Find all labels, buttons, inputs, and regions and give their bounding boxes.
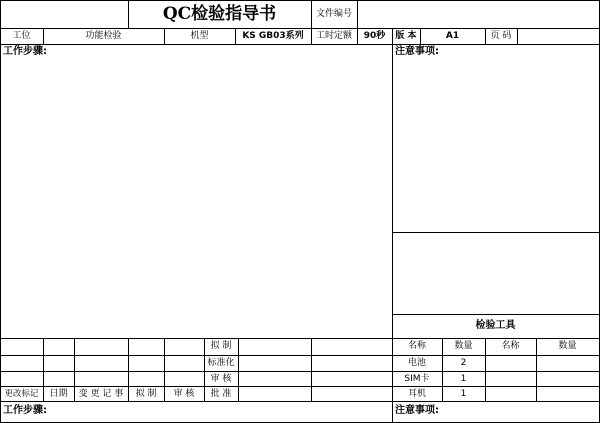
- tool-qty: 2: [460, 358, 467, 368]
- line: [357, 0, 358, 28]
- line: [0, 355, 600, 356]
- tool-name: 耳机: [407, 389, 426, 399]
- time-label: 工时定额: [315, 31, 352, 41]
- tools-header-qty-2: 数量: [558, 341, 577, 351]
- revision-date-header: 日期: [49, 389, 68, 399]
- revision-review-header: 审 核: [173, 389, 195, 399]
- tool-name: SIM卡: [404, 374, 430, 384]
- tools-header-qty-1: 数量: [454, 341, 473, 351]
- footer-notes-label: 注意事项:: [395, 405, 439, 416]
- line: [0, 0, 1, 423]
- line: [0, 44, 600, 45]
- line: [0, 28, 600, 29]
- version-label: 版 本: [395, 31, 417, 41]
- review-label: 审 核: [210, 374, 232, 384]
- approve-label: 批 准: [210, 389, 232, 399]
- footer-steps-label: 工作步骤:: [3, 405, 47, 416]
- doc-no-label: 文件编号: [315, 9, 352, 19]
- time-value: 90秒: [363, 31, 386, 41]
- page-label: 页 码: [490, 31, 512, 41]
- line: [0, 401, 600, 402]
- station-value: 功能检验: [85, 31, 122, 41]
- model-label: 机型: [190, 31, 209, 41]
- line: [392, 232, 599, 233]
- line: [392, 401, 393, 423]
- tools-title: 检验工具: [475, 320, 516, 331]
- model-value: KS GB03系列: [242, 31, 304, 41]
- line: [0, 338, 600, 339]
- line: [0, 386, 600, 387]
- page-title: QC检验指导书: [162, 4, 277, 24]
- station-label: 工位: [12, 31, 31, 41]
- line: [311, 338, 312, 401]
- revision-mark-header: 更改标记: [4, 389, 39, 399]
- tools-header-name-2: 名称: [501, 341, 520, 351]
- draft-label: 拟 制: [210, 341, 232, 351]
- revision-draft-header: 拟 制: [135, 389, 157, 399]
- notes-label: 注意事项:: [395, 46, 439, 57]
- line: [392, 314, 599, 315]
- line: [517, 28, 518, 44]
- steps-label: 工作步骤:: [3, 46, 47, 57]
- tool-qty: 1: [460, 374, 467, 384]
- tool-qty: 1: [460, 389, 467, 399]
- line: [0, 371, 600, 372]
- version-value: A1: [445, 31, 460, 41]
- tools-header-name-1: 名称: [407, 341, 426, 351]
- line: [0, 0, 600, 1]
- tool-name: 电池: [407, 358, 426, 368]
- revision-note-header: 变 更 记 事: [78, 389, 124, 399]
- line: [238, 338, 239, 401]
- standardize-label: 标准化: [207, 358, 235, 368]
